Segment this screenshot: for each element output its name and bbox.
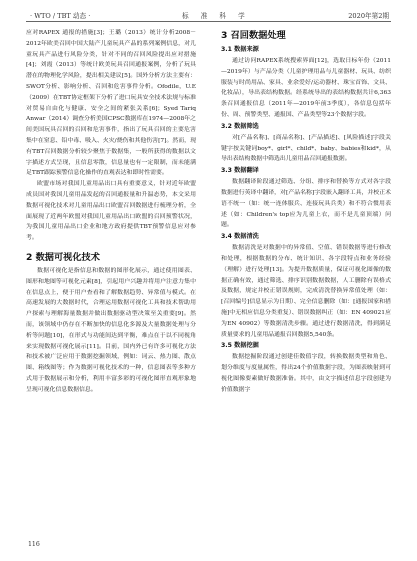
right-column — [221, 28, 391, 396]
section-3-heading: 3 召回数据处理 — [221, 30, 286, 41]
subsection-3-4-paragraph: 数据清洗是对数据中的异常值、空值、错误数据等进行修改和处理，根据数据的分布、统计知识、各字段特点和业务经验（理解）进行处理[13]。为提升数据质量，保证可视化图像的数据正确有效，通过筛选、排序识别数据数据，人工删除有误格式及数据，规定并校正错误规则，完成清洗替换异常值处理（如：[召回编号]信息显示为日期）、完全信息删除（如：[通报国家和措施]中无相应信息分类重复）、错误数据纠正（如：EN 409021应为EN 40902）等数据清洗步骤。通过进行数据清洗，得到满足质量要求的儿童用品通报召回数据5,540条。 — [221, 245, 391, 338]
subsection-3-3-heading: 3.3 数据翻译 — [221, 167, 259, 175]
subsection-3-2-heading: 3.2 数据筛选 — [221, 122, 259, 130]
subsection-3-2-paragraph: 对[产品名称]、[商品名称]、[产品描述]、[风险描述]字段关键字按关键词boy*、girl*、child*、baby、babies和kid*，从导出表结构数据中筛选出儿童用品召回通报数据。 — [221, 134, 391, 163]
subsection-3-1-paragraph: 通过访问RAPEX系统搜索界面[12]，选取日标年份（2011—2019年）与产品分类（儿童护理用品与儿童器材、玩具、纺织服装与时尚用品、家具、业余爱好/运动器材、珠宝首饰、文具、化妆品），导出表结构数据。经系统导出的表结构数据共计6,363条召回通报信息（2011年—2019年前3季度），各信息包括年份、周、预警类型、通报国、产品类型等23个数据字段。 — [221, 58, 391, 118]
intro-paragraph-2: 欧盟市场对我国儿童用品出口具有重要意义，针对近年欧盟成员国对我国儿童用品发起的召回通报量和升温态势，本文采用数据可视化技术对儿童用品出口欧盟召回数据进行梳理分析，全面展现了近两年欧盟对我国儿童用品出口欧盟的召回预警状况，为我国儿童用品出口企业和地方政府提供TBT预警信息应对参考。 — [26, 181, 196, 242]
running-header — [26, 8, 391, 22]
page-number: 116 — [28, 541, 40, 548]
left-column — [26, 28, 196, 396]
header-journal-section: · WTO / TBT 动态 · — [30, 12, 91, 20]
header-divider — [26, 21, 391, 22]
section-2-paragraph: 数据可视化是指信息和数据的图形化展示，通过使用图表、图形和地图等可视化元素[8]，引起用户兴趣并将用户注意力集中在信息点上，便于用户查看和了解数据趋势、异常值与模式。在高速发展的大数据时代，合理运用数据可视化工具和技术帮助用户探索与理解海量数据并做出数据驱动型决策至关重要[9]。然而，该领域中仍存在不断加快的信息化多源及大量数据处理与分析等问题[10]，在形式与功能间达到平衡，难点在于以不同视角来实现数据可视化展示[11]。目前，国内外已有许多可视化方法和技术被广泛应用于数据挖掘领域，例如：词云、热力图、散点图、箱线图等；作为数据可视化技术的一种，信息图表等多种方式用于数据展示和分析，利用丰富多彩的可视化图形直观形象地呈现可视化信息数据信息。 — [26, 267, 196, 393]
section-2-heading: 2 数据可视化技术 — [26, 251, 100, 263]
header-journal-title: 标 准 科 学 — [182, 12, 250, 20]
subsection-3-5-heading: 3.5 数据挖掘 — [221, 342, 259, 350]
subsection-3-5-paragraph: 数据挖掘阶段通过创建佳数值字段，转换数据类型和角色、划分维度与度量属性，得出24个价值数据字段，为图表映射到可视化图像要素做好数据准备。其中，由文字描述信息字段创建为价值数据字 — [221, 354, 391, 393]
intro-paragraph-1: 应对RAPEX 通报的措施[3]；王璐（2013）统计分析2008－2012年欧美召回中国大陆产儿童玩具产品的系列案例信息，对儿童玩具产品进行风险分类，针对不同的召回风险提出应对措施[4]；刘霞（2013）等统计欧美玩具召回通报案例，分析了玩具潜在的物理化学风险，提出相关建议[5]。国外分析方法主要有：SWOT分析、影响分析、召回和危害事件分析。Ofodile，U.E（2009）在TBT协定框架下分析了进口玩具安全技术法规与标准对贸易自由化与健康、安全之间的紧张关系[6]；Syed Tariq Anwar（2014）调查分析美国CPSC数据库在1974—2008年之间美国玩具召回的召回和危害事件，指出了玩具召回的主要危害集中在窒息、铅中毒、吸入、火灾/烧伤和其他伤害[7]。然而，现有TBT召回数据分析较少聚焦于数据集，一般所获得的数据以文字描述方式呈现，且信息零散，信息量也有一定限制，而未能满足TBT跟踪预警信息化操作的直观表达和即时性需要。 — [26, 30, 196, 177]
header-issue: 2020年第2期 — [348, 12, 389, 20]
subsection-3-1-heading: 3.1 数据来源 — [221, 46, 259, 53]
subsection-3-3-paragraph: 数据翻译阶段通过筛选、分组、排序和替换等方式对各字段数据进行英译中翻译，对[产品名称]字段嵌入翻译工具，并校正术语不统一（如：统一连体服兵、连接玩具兵类）和不符合惯用表述（如：Children's top应为儿童上衣，而不是儿童顶端）问题。 — [221, 179, 391, 229]
subsection-3-4-heading: 3.4 数据清洗 — [221, 233, 259, 241]
